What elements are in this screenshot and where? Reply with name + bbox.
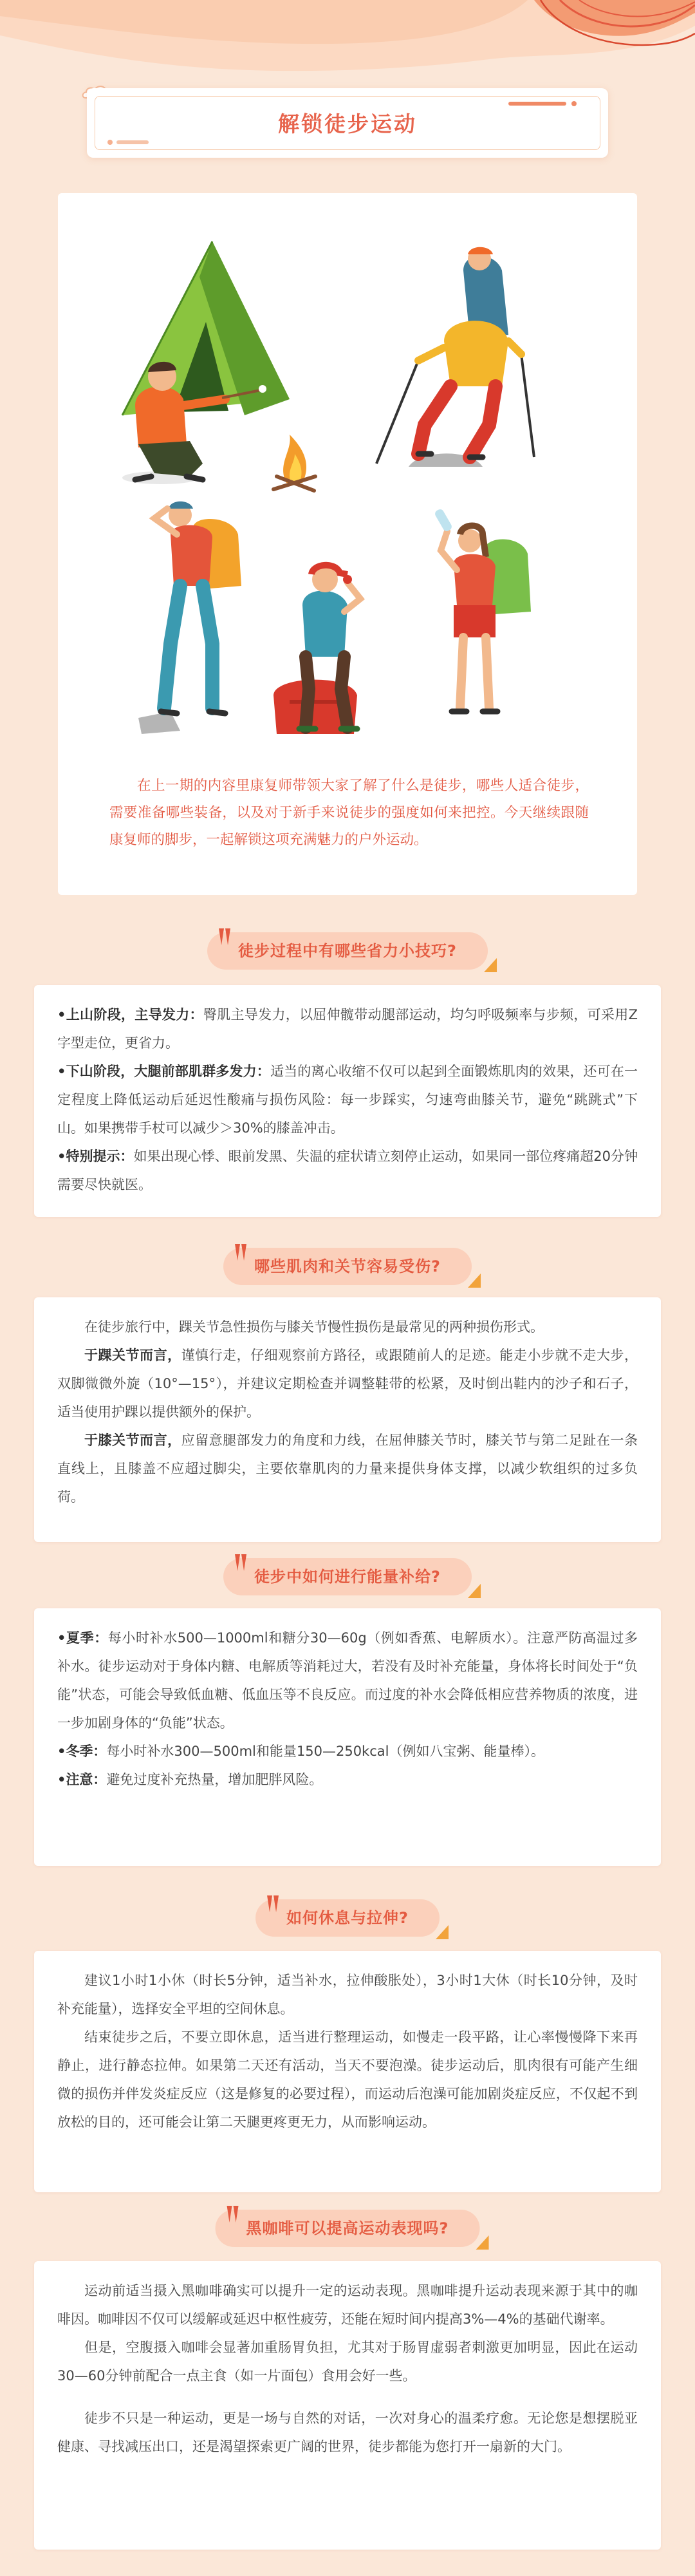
paragraph: 于踝关节而言，谨慎行走，仔细观察前方路径，或跟随前人的足迹。能走小步就不走大步，双脚微微外旋（10°—15°），并建议定期检查并调整鞋带的松紧，及时倒出鞋内的沙子和石子，适当使用护踝以提供额外的保护。: [57, 1348, 638, 1420]
title-deco-bar-left: [106, 138, 158, 146]
section-title: 徒步过程中有哪些省力小技巧?: [238, 942, 457, 960]
section-card-coffee: [34, 2261, 661, 2550]
section-title: 徒步中如何进行能量补给?: [254, 1568, 441, 1586]
section-pill: [216, 2210, 480, 2247]
section-pill: [223, 1558, 472, 1595]
header-decoration: [0, 0, 695, 90]
paragraph: 在徒步旅行中，踝关节急性损伤与膝关节慢性损伤是最常见的两种损伤形式。: [84, 1319, 544, 1335]
section-title: 黑咖啡可以提高运动表现吗?: [246, 2219, 449, 2237]
hiker-looking-figure: [138, 502, 241, 734]
section-pill: [207, 932, 488, 970]
list-item: •注意：避免过度补充热量，增加肥胖风险。: [57, 1772, 323, 1787]
paragraph: 结束徒步之后，不要立即休息，适当进行整理运动，如慢走一段平路，让心率慢慢降下来再静止，进行静态拉伸。如果第二天还有活动，当天不要泡澡。徒步运动后，肌肉很有可能产生细微的损伤并伴发炎症反应（这是修复的必要过程），而运动后泡澡可能加剧炎症反应，不仅起不到放松的目的，还可能会让第二天腿更疼更无力，从而影响运动。: [57, 2029, 638, 2130]
hiker-drinking-figure: [434, 508, 531, 711]
corner-triangle-icon: [465, 1272, 483, 1289]
section-card-energy: [34, 1608, 661, 1866]
section-heading-coffee: [0, 2210, 695, 2248]
quote-mark-icon: [232, 1243, 249, 1262]
hiking-illustration: [58, 193, 637, 766]
paragraph: 但是，空腹摄入咖啡会显著加重肠胃负担，尤其对于肠胃虚弱者刺激更加明显，因此在运动30—60分钟前配合一点主食（如一片面包）食用会好一些。: [57, 2340, 638, 2383]
section-title: 如何休息与拉伸?: [286, 1909, 409, 1927]
quote-mark-icon: [232, 1553, 249, 1572]
list-item: •上山阶段，主导发力：臀肌主导发力，以屈伸髋带动腿部运动，均匀呼吸频率与步频，可采用Z字型走位，更省力。: [57, 1007, 638, 1051]
list-item: •特别提示：如果出现心悸、眼前发黑、失温的症状请立刻停止运动，如果同一部位疼痛超20分钟需要尽快就医。: [57, 1149, 638, 1192]
section-heading-injuries: [0, 1248, 695, 1286]
corner-triangle-icon: [473, 2234, 491, 2251]
resting-hiker-figure: [273, 565, 360, 734]
quote-mark-icon: [216, 927, 233, 946]
corner-triangle-icon: [465, 1583, 483, 1599]
hiker-with-poles-figure: [376, 247, 534, 467]
corner-triangle-icon: [433, 1924, 451, 1941]
title-deco-bar: [508, 100, 579, 108]
page-title: 解锁徒步运动: [278, 111, 417, 136]
list-item: •夏季：每小时补水500—1000ml和糖分30—60g（例如香蕉、电解质水）。注意严防高温过多补水。徒步运动对于身体内糖、电解质等消耗过大，若没有及时补充能量，身体将长时间处于“负能”状态，可能会导致低血糖、低血压等不良反应。而过度的补水会降低相应营养物质的浓度，进一步加剧身体的“负能”状态。: [57, 1630, 638, 1731]
corner-triangle-icon: [481, 957, 499, 973]
list-item: •冬季：每小时补水300—500ml和能量150—250kcal（例如八宝粥、能量棒）。: [57, 1744, 544, 1759]
intro-card: [58, 193, 637, 895]
paragraph: 建议1小时1小休（时长5分钟，适当补水，拉伸酸胀处），3小时1大休（时长10分钟，及时补充能量），选择安全平坦的空间休息。: [57, 1973, 638, 2017]
closing-paragraph: 徒步不只是一种运动，更是一场与自然的对话，一次对身心的温柔疗愈。无论您是想摆脱亚健康、寻找减压出口，还是渴望探索更广阔的世界，徒步都能为您打开一扇新的大门。: [57, 2411, 638, 2454]
section-pill: [255, 1899, 440, 1937]
section-title: 哪些肌肉和关节容易受伤?: [254, 1257, 441, 1275]
section-heading-tips: [0, 932, 695, 971]
section-card-tips: [34, 985, 661, 1217]
title-card: [87, 88, 608, 158]
list-item: •下山阶段，大腿前部肌群多发力：适当的离心收缩不仅可以起到全面锻炼肌肉的效果，还可在一定程度上降低运动后延迟性酸痛与损伤风险：每一步踩实，匀速弯曲膝关节，避免“跳跳式”下山。如果携带手杖可以减少＞30%的膝盖冲击。: [57, 1064, 638, 1136]
section-card-rest: [34, 1951, 661, 2192]
section-heading-energy: [0, 1558, 695, 1597]
intro-paragraph: 在上一期的内容里康复师带领大家了解了什么是徒步，哪些人适合徒步，需要准备哪些装备，以及对于新手来说徒步的强度如何来把控。今天继续跟随康复师的脚步，一起解锁这项充满魅力的户外运动。: [109, 778, 589, 848]
section-card-injuries: [34, 1297, 661, 1542]
paragraph: 于膝关节而言，应留意腿部发力的角度和力线，在屈伸膝关节时，膝关节与第二足趾在一条直线上，且膝盖不应超过脚尖，主要依靠肌肉的力量来提供身体支撑，以减少软组织的过多负荷。: [57, 1433, 638, 1505]
quote-mark-icon: [225, 2205, 241, 2224]
quote-mark-icon: [264, 1894, 281, 1913]
campfire-icon: [273, 435, 315, 491]
section-heading-rest: [0, 1899, 695, 1938]
paragraph: 运动前适当摄入黑咖啡确实可以提升一定的运动表现。黑咖啡提升运动表现来源于其中的咖啡因。咖啡因不仅可以缓解或延迟中枢性疲劳，还能在短时间内提高3%—4%的基础代谢率。: [57, 2283, 638, 2327]
section-pill: [223, 1248, 472, 1285]
